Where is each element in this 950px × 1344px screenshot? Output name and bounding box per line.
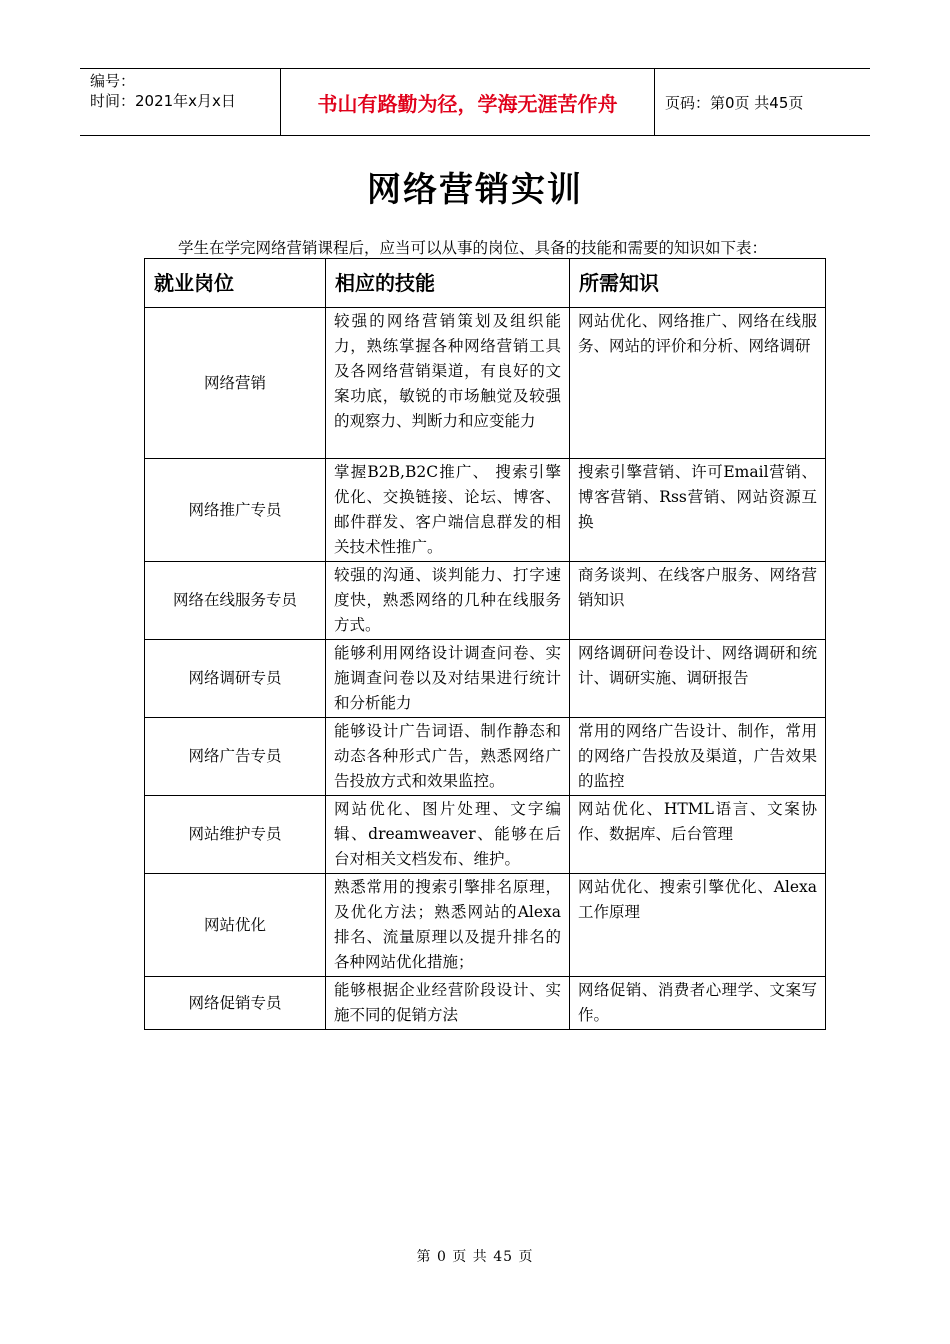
header-job: 就业岗位 (145, 259, 326, 308)
table-row (145, 459, 826, 562)
knowledge-cell: 商务谈判、在线客户服务、网络营销知识 (570, 562, 826, 640)
skills-cell: 能够设计广告词语、制作静态和动态各种形式广告，熟悉网络广告投放方式和效果监控。 (326, 718, 570, 796)
job-cell: 网站优化 (145, 874, 326, 977)
job-cell: 网站维护专员 (145, 796, 326, 874)
header-page-info: 页码：第0页 共45页 (665, 93, 804, 112)
header-skills: 相应的技能 (326, 259, 570, 308)
document-date: 时间：2021年x月x日 (90, 92, 236, 110)
table-row (145, 874, 826, 977)
document-number-label: 编号： (90, 72, 136, 90)
job-cell: 网络推广专员 (145, 459, 326, 562)
skills-cell: 掌握B2B,B2C推广、 搜索引擎优化、交换链接、论坛、博客、邮件群发、客户端信息群发的相关技术性推广。 (326, 459, 570, 562)
table-row (145, 308, 826, 459)
knowledge-cell: 网站优化、HTML语言、文案协作、数据库、后台管理 (570, 796, 826, 874)
skills-cell: 网站优化、图片处理、文字编辑、dreamweaver、能够在后台对相关文档发布、维护。 (326, 796, 570, 874)
header-meta (80, 69, 281, 135)
table-row (145, 718, 826, 796)
document-title: 网络营销实训 (367, 170, 583, 210)
header-motto: 书山有路勤为径，学海无涯苦作舟 (281, 69, 655, 135)
table-header-row (145, 259, 826, 308)
knowledge-cell: 网络促销、消费者心理学、文案写作。 (570, 977, 826, 1030)
job-cell: 网络促销专员 (145, 977, 326, 1030)
knowledge-cell: 常用的网络广告设计、制作，常用的网络广告投放及渠道，广告效果的监控 (570, 718, 826, 796)
skills-cell: 较强的沟通、谈判能力、打字速度快，熟悉网络的几种在线服务方式。 (326, 562, 570, 640)
knowledge-cell: 网站优化、网络推广、网络在线服务、网站的评价和分析、网络调研 (570, 308, 826, 459)
intro-paragraph: 学生在学完网络营销课程后，应当可以从事的岗位、具备的技能和需要的知识如下表： (178, 239, 768, 257)
header-knowledge: 所需知识 (570, 259, 826, 308)
table-row (145, 796, 826, 874)
knowledge-cell: 网站优化、搜索引擎优化、Alexa工作原理 (570, 874, 826, 977)
page-footer: 第 0 页 共 45 页 (416, 1249, 534, 1265)
skills-cell: 能够利用网络设计调查问卷、实施调查问卷以及对结果进行统计和分析能力 (326, 640, 570, 718)
skills-cell: 能够根据企业经营阶段设计、实施不同的促销方法 (326, 977, 570, 1030)
table-row (145, 640, 826, 718)
skills-cell: 熟悉常用的搜索引擎排名原理，及优化方法；熟悉网站的Alexa排名、流量原理以及提升排名的各种网站优化措施； (326, 874, 570, 977)
knowledge-cell: 搜索引擎营销、许可Email营销、博客营销、Rss营销、网站资源互换 (570, 459, 826, 562)
job-cell: 网络营销 (145, 308, 326, 459)
jobs-table (144, 258, 826, 1030)
table-row (145, 977, 826, 1030)
knowledge-cell: 网络调研问卷设计、网络调研和统计、调研实施、调研报告 (570, 640, 826, 718)
job-cell: 网络在线服务专员 (145, 562, 326, 640)
page-header (80, 68, 870, 136)
skills-cell: 较强的网络营销策划及组织能力，熟练掌握各种网络营销工具及各网络营销渠道，有良好的文案功底，敏锐的市场触觉及较强的观察力、判断力和应变能力 (326, 308, 570, 459)
job-cell: 网络调研专员 (145, 640, 326, 718)
table-row (145, 562, 826, 640)
job-cell: 网络广告专员 (145, 718, 326, 796)
